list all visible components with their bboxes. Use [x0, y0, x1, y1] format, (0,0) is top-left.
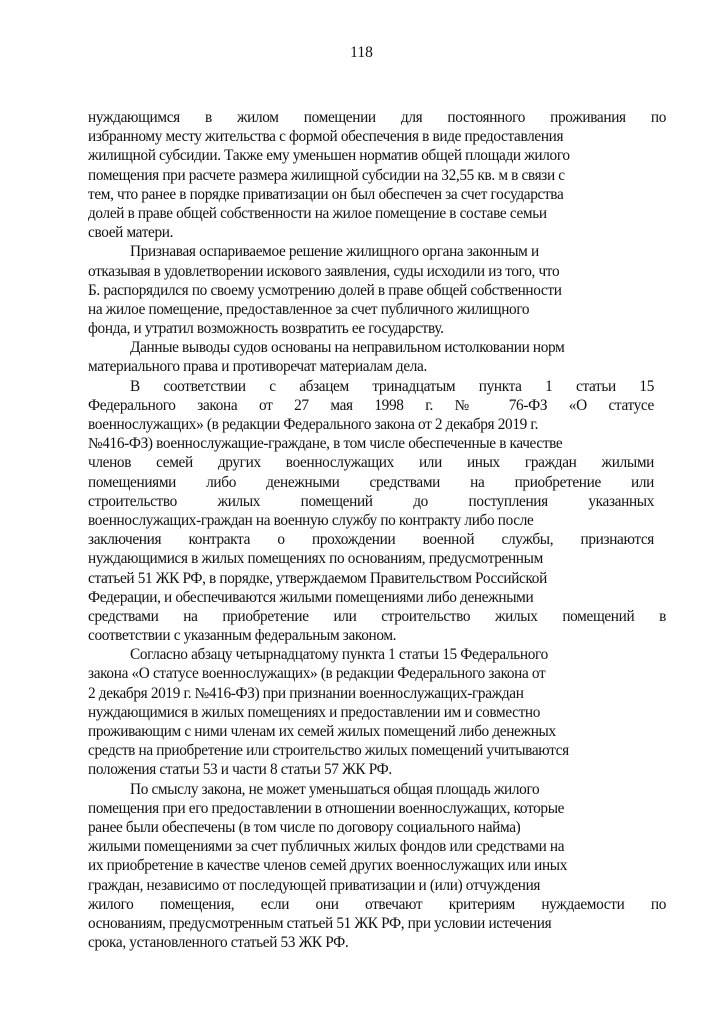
- text-line: По смыслу закона, не может уменьшаться общая площадь жилого: [130, 780, 540, 798]
- text-line: отказывая в удовлетворении искового заявления, суды исходили из того, что: [88, 262, 560, 280]
- text-line: строительство жилых помещений до поступления указанных: [88, 492, 654, 510]
- text-line: средствами на приобретение или строительство жилых помещений в: [88, 607, 666, 625]
- text-line: членов семей других военнослужащих или иных граждан жилыми: [88, 454, 654, 472]
- text-line: положения статьи 53 и части 8 статьи 57 ЖК РФ.: [88, 761, 392, 779]
- text-line: Согласно абзацу четырнадцатому пункта 1 статьи 15 Федерального: [130, 646, 548, 664]
- text-line: Б. распорядился по своему усмотрению долей в праве общей собственности: [88, 281, 562, 299]
- text-line: нуждающимися в жилых помещениях по основаниям, предусмотренным: [88, 550, 543, 568]
- text-line: заключения контракта о прохождении военной службы, признаются: [88, 531, 654, 549]
- text-line: их приобретение в качестве членов семей других военнослужащих или иных: [88, 857, 568, 875]
- text-line: на жилое помещение, предоставленное за счет публичного жилищного: [88, 300, 530, 318]
- text-line: нуждающимися в жилых помещениях и предоставлении им и совместно: [88, 703, 541, 721]
- text-line: основаниям, предусмотренным статьей 51 ЖК РФ, при условии истечения: [88, 914, 552, 932]
- text-line: средств на приобретение или строительство жилых помещений учитываются: [88, 742, 569, 760]
- text-line: нуждающимся в жилом помещении для постоянного проживания по: [88, 109, 666, 126]
- text-line: Признавая оспариваемое решение жилищного органа законным и: [130, 243, 539, 261]
- text-line: статьей 51 ЖК РФ, в порядке, утверждаемом Правительством Российской: [88, 569, 547, 587]
- text-line: фонда, и утратил возможность возвратить ее государству.: [88, 320, 444, 338]
- text-line: помещения при расчете размера жилищной субсидии на 32,55 кв. м в связи с: [88, 166, 565, 184]
- text-line: жилыми помещениями за счет публичных жилых фондов или средствами на: [88, 838, 565, 856]
- text-line: 2 декабря 2019 г. №416-ФЗ) при признании военнослужащих-граждан: [88, 684, 524, 702]
- text-line: ранее были обеспечены (в том числе по договору социального найма): [88, 818, 521, 836]
- page-number: 118: [350, 44, 373, 61]
- text-line: №416-ФЗ) военнослужащие-граждане, в том числе обеспеченные в качестве: [88, 435, 563, 453]
- text-line: Федерации, и обеспечиваются жилыми помещениями либо денежными: [88, 588, 534, 606]
- text-line: помещения при его предоставлении в отношении военнослужащих, которые: [88, 799, 565, 817]
- text-line: тем, что ранее в порядке приватизации он был обеспечен за счет государства: [88, 185, 564, 203]
- text-line: помещениями либо денежными средствами на приобретение или: [88, 473, 654, 491]
- text-line: материального права и противоречат материалам дела.: [88, 358, 427, 376]
- text-line: В соответствии с абзацем тринадцатым пункта 1 статьи 15: [130, 377, 654, 395]
- text-line: закона «О статусе военнослужащих» (в редакции Федерального закона от: [88, 665, 546, 683]
- text-line: Федерального закона от 27 мая 1998 г. № 76-ФЗ «О статусе: [88, 396, 654, 414]
- text-line: своей матери.: [88, 224, 174, 242]
- text-line: срока, установленного статьей 53 ЖК РФ.: [88, 934, 349, 952]
- text-line: соответствии с указанным федеральным законом.: [88, 627, 397, 645]
- text-line: граждан, независимо от последующей приватизации и (или) отчуждения: [88, 876, 541, 894]
- document-body: [88, 108, 666, 952]
- text-line: военнослужащих-граждан на военную службу по контракту либо после: [88, 511, 534, 529]
- text-line: избранному месту жительства с формой обеспечения в виде предоставления: [88, 128, 564, 146]
- text-line: Данные выводы судов основаны на неправильном истолковании норм: [130, 339, 565, 357]
- text-line: проживающим с ними членам их семей жилых помещений либо денежных: [88, 723, 556, 740]
- text-line: военнослужащих» (в редакции Федерального закона от 2 декабря 2019 г.: [88, 416, 539, 433]
- text-line: долей в праве общей собственности на жилое помещение в составе семьи: [88, 204, 547, 222]
- text-line: жилого помещения, если они отвечают критериям нуждаемости по: [88, 895, 666, 913]
- text-line: жилищной субсидии. Также ему уменьшен норматив общей площади жилого: [88, 147, 570, 165]
